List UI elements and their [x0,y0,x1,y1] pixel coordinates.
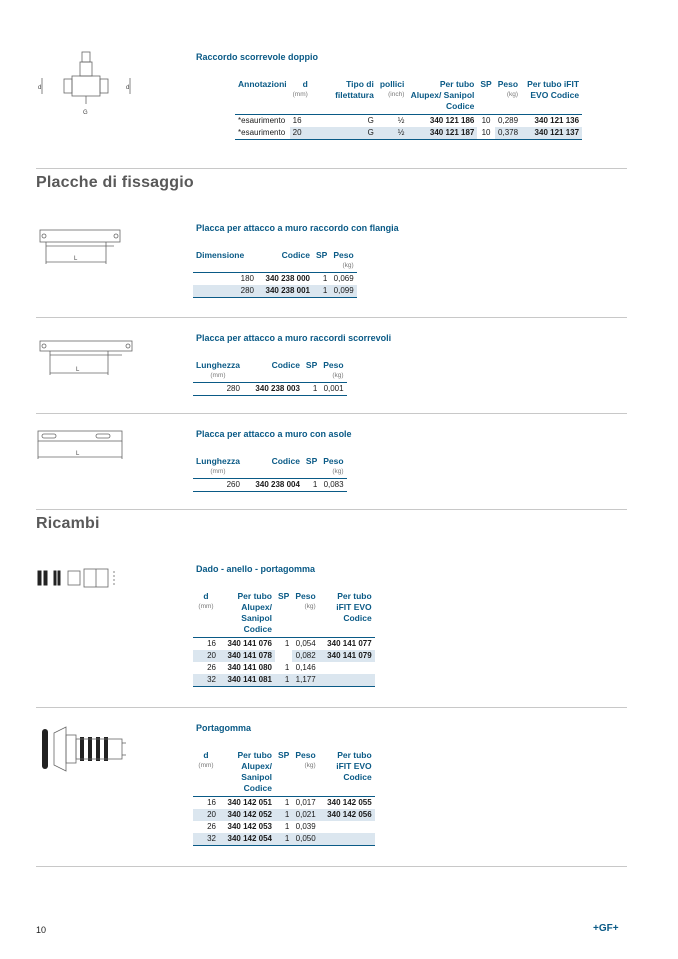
table-cell [319,674,375,687]
col-header: Codice [243,456,303,479]
table-row [193,809,375,821]
table-cell: 32 [193,674,219,687]
table-cell: 1 [275,833,292,846]
table-row [193,833,375,846]
table-cell: 340 142 051 [227,798,272,807]
table-cell: 0,017 [295,798,316,807]
table-cell: ½ [397,116,405,125]
drawing-label-l: L [76,367,80,373]
divider [36,317,627,318]
col-header: Peso (kg) [495,79,521,115]
table-cell: 0,001 [320,383,346,396]
table-cell: 340 121 187 [407,127,477,140]
table-cell: 10 [477,127,494,140]
table-cell: 0,289 [498,116,519,125]
divider [36,707,627,708]
table-cell: 20 [193,650,219,662]
table-cell: 1 [303,383,320,396]
col-header: Per tubo Alupex/ Sanipol Codice [407,79,477,115]
table-cell: 1 [275,674,292,687]
product-title: Raccordo scorrevole doppio [196,52,319,62]
drawing-label-g: G [83,110,88,116]
table-cell: 10 [481,116,491,125]
table-cell: 340 121 136 [534,116,580,125]
product-table [193,591,375,687]
col-header: SP [303,456,320,479]
col-header: Per tubo iFIT EVO Codice [319,750,375,797]
nut-ring-hose-drawing [36,565,122,591]
section-heading: Ricambi [36,515,100,532]
divider [36,413,627,414]
table-cell: 260 [193,479,243,492]
table-cell: 0,378 [495,127,521,140]
table-cell: 340 238 001 [257,285,313,298]
table-cell: 1,177 [292,674,318,687]
col-header: Codice [257,250,313,273]
table-cell: 0,039 [295,822,316,831]
table-row [193,797,375,810]
product-table [193,750,375,846]
table-row [193,638,375,651]
table-cell: 1 [313,285,330,298]
table-cell: 1 [322,274,328,283]
table-cell: 340 121 186 [429,116,475,125]
table-cell [319,833,375,846]
table-row [193,383,347,396]
divider [36,168,627,169]
col-header: Peso (kg) [320,456,346,479]
table-cell: 340 121 137 [521,127,582,140]
drawing-label-d-right: d [126,85,130,91]
product-title: Placca per attacco a muro con asole [196,429,352,439]
page-number: 10 [36,925,47,935]
table-cell: 340 238 000 [265,274,310,283]
col-header: d (mm) [290,79,311,115]
table-cell: 340 141 078 [219,650,275,662]
table-cell: 0,082 [292,650,318,662]
divider [36,509,627,510]
product-title: Dado - anello - portagomma [196,564,316,574]
table-cell: 0,069 [333,274,354,283]
product-title: Placca per attacco a muro raccordo con flangia [196,223,399,233]
product-title: Placca per attacco a muro raccordi scorrevoli [196,333,392,343]
product-table [193,250,357,298]
section-heading: Placche di fissaggio [36,174,194,191]
table-cell: G [311,127,377,140]
table-cell: 1 [284,639,290,648]
table-cell: 1 [275,809,292,821]
col-header: Peso (kg) [330,250,356,273]
table-cell: 340 142 052 [219,809,275,821]
col-header: Peso (kg) [320,360,346,383]
table-cell: 0,021 [292,809,318,821]
table-cell: 280 [193,383,243,396]
table-cell: 32 [193,833,219,846]
double-sliding-fitting-drawing [34,48,144,118]
table-cell: 180 [240,274,254,283]
flange-plate-drawing [36,222,126,267]
table-row [235,115,582,128]
col-header: SP [313,250,330,273]
col-header: d (mm) [193,591,219,638]
table-cell: 340 141 079 [319,650,375,662]
product-table [193,456,347,492]
table-cell: 340 142 053 [227,822,272,831]
table-cell: 0,146 [295,663,316,672]
table-cell: 0,083 [320,479,346,492]
table-cell: 340 141 080 [227,663,272,672]
gf-logo: +GF+ [593,923,619,934]
table-cell: 16 [207,639,216,648]
table-row [235,127,582,140]
table-cell: 16 [292,116,302,125]
col-header: Tipo di filettatura [311,79,377,115]
table-cell: 16 [207,798,216,807]
col-header: d (mm) [193,750,219,797]
table-row [193,273,357,286]
table-row [193,662,375,674]
table-cell [319,662,375,674]
product-title: Portagomma [196,723,252,733]
product-table [193,360,347,396]
table-cell: 26 [207,822,216,831]
col-header: Peso (kg) [292,591,318,638]
table-row [193,650,375,662]
col-header: Per tubo iFIT EVO Codice [521,79,582,115]
table-cell: ½ [377,127,408,140]
table-cell: 1 [303,479,320,492]
table-cell: G [367,116,374,125]
col-header: Per tubo iFIT EVO Codice [319,591,375,638]
col-header: Lunghezza (mm) [193,360,243,383]
table-cell: 0,054 [295,639,316,648]
table-cell: 340 238 003 [243,383,303,396]
col-header: Lunghezza (mm) [193,456,243,479]
col-header: Dimensione [193,250,257,273]
table-cell: 26 [207,663,216,672]
table-cell: 340 238 004 [243,479,303,492]
col-header: Per tubo Alupex/ Sanipol Codice [219,750,275,797]
sliding-plate-drawing [36,331,136,379]
col-header: SP [275,750,292,797]
table-cell: 20 [193,809,219,821]
col-header: Annotazioni [235,79,290,115]
table-cell: 0,099 [330,285,356,298]
table-cell: 340 141 076 [227,639,272,648]
hose-tail-drawing [36,723,132,775]
table-cell [275,650,292,662]
table-row [193,674,375,687]
col-header: Per tubo Alupex/ Sanipol Codice [219,591,275,638]
divider [36,866,627,867]
drawing-label-d-left: d [38,85,42,91]
table-cell: 1 [284,822,290,831]
table-cell: 1 [284,798,290,807]
product-table [235,79,582,140]
table-row [193,285,357,298]
table-row [193,821,375,833]
table-cell: *esaurimento [238,116,286,125]
slotted-plate-drawing [36,427,126,463]
table-cell: 0,050 [292,833,318,846]
col-header: SP [477,79,494,115]
table-cell: 1 [284,663,290,672]
drawing-label-l: L [74,256,78,262]
table-cell [319,821,375,833]
col-header: SP [303,360,320,383]
table-cell: 340 142 054 [219,833,275,846]
table-row [193,479,347,492]
table-cell: 340 141 081 [219,674,275,687]
table-cell: 340 142 055 [327,798,372,807]
drawing-label-l: L [76,451,80,457]
col-header: Peso (kg) [292,750,318,797]
table-cell: 340 142 056 [319,809,375,821]
table-cell: 20 [290,127,311,140]
table-cell: 340 141 077 [327,639,372,648]
col-header: pollici (inch) [377,79,408,115]
table-cell: *esaurimento [235,127,290,140]
col-header: Codice [243,360,303,383]
col-header: SP [275,591,292,638]
table-cell: 280 [193,285,257,298]
